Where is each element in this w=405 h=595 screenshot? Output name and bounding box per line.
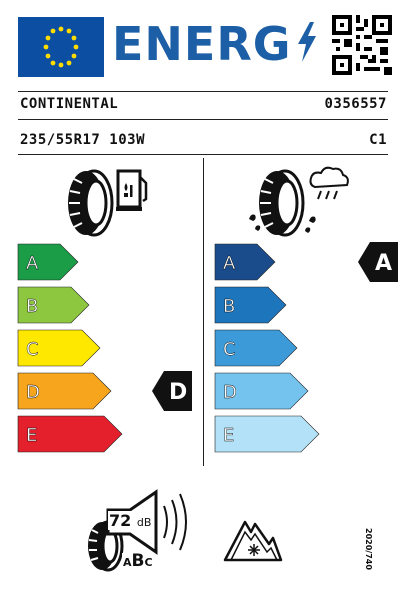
- divider-bottom: [18, 154, 388, 155]
- wet-class-label-b: B: [223, 296, 236, 317]
- fuel-class-label-c: C: [26, 339, 39, 360]
- tyre-rain-cloud-icon: [245, 163, 360, 237]
- fuel-class-label-b: B: [26, 296, 39, 317]
- eu-flag-icon: [18, 17, 104, 77]
- regulation-number: 2020/740: [364, 528, 373, 570]
- fuel-class-label-d: D: [26, 382, 40, 403]
- noise-db-number: 72: [109, 511, 132, 530]
- wet-class-label-c: C: [223, 339, 236, 360]
- energy-title: ENERG: [112, 21, 320, 67]
- noise-value: [108, 511, 152, 530]
- wet-class-label-d: D: [223, 382, 237, 403]
- tyre-size: 235/55R17 103W: [20, 132, 146, 148]
- noise-class-c: C: [144, 556, 153, 569]
- noise-class-a: A: [123, 556, 132, 569]
- noise-class-b: B: [131, 551, 145, 571]
- divider-top: [18, 91, 388, 92]
- energy-bolt-icon: [294, 22, 320, 62]
- fuel-class-label-a: A: [26, 253, 39, 274]
- fuel-rating-marker-letter: D: [169, 380, 188, 405]
- qr-code-icon[interactable]: [332, 14, 392, 76]
- wet-grip-scale: [203, 240, 405, 455]
- fuel-efficiency-scale: [0, 240, 203, 455]
- fuel-class-label-e: E: [26, 425, 38, 446]
- wet-rating-marker-letter: A: [375, 251, 393, 276]
- tyre-class: C1: [369, 132, 387, 148]
- wet-class-label-e: E: [223, 425, 235, 446]
- noise-db-unit: dB: [136, 516, 152, 529]
- model-identifier: 0356557: [324, 96, 387, 112]
- divider-middle: [18, 119, 388, 120]
- supplier-name: CONTINENTAL: [20, 96, 119, 112]
- tyre-fuel-pump-icon: [60, 165, 152, 237]
- wet-class-label-a: A: [223, 253, 236, 274]
- three-peak-mountain-snowflake-icon: [223, 510, 283, 562]
- noise-class-letters: [122, 553, 154, 570]
